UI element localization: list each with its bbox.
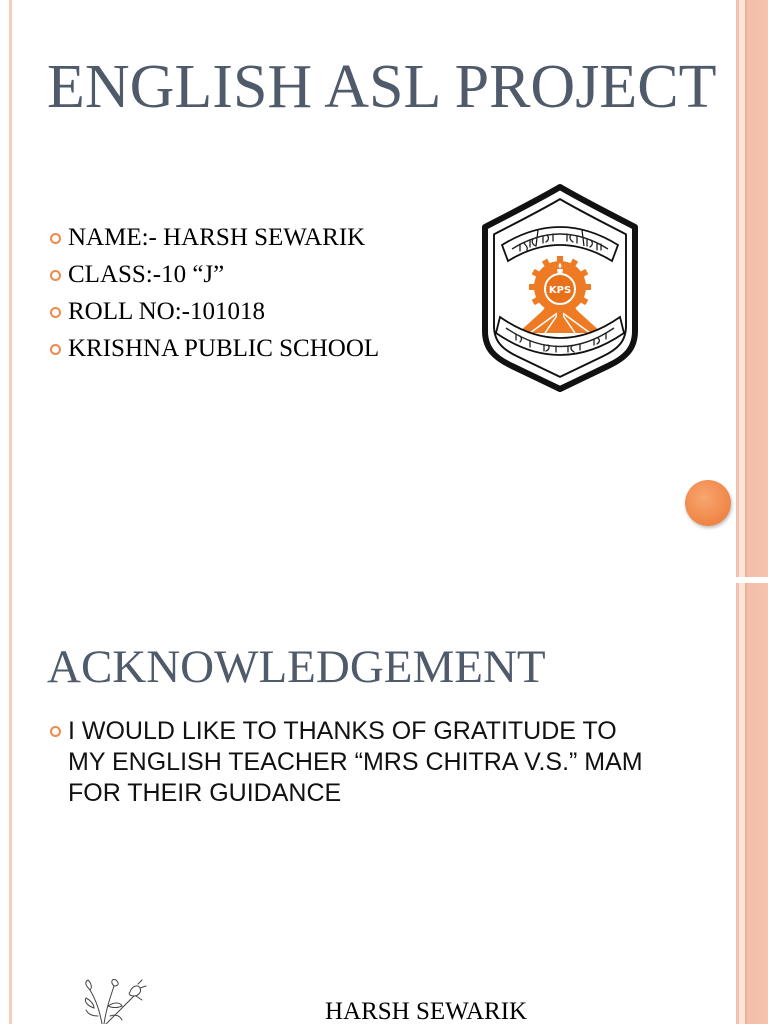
acknowledgement-text: I WOULD LIKE TO THANKS OF GRATITUDE TO MY ENGLISH TEACHER “MRS CHITRA V.S.” MAM FOR THEIR GUIDANCE <box>68 717 643 807</box>
slide-title: ENGLISH ASL PROJECT <box>47 53 717 121</box>
bullet-circle-icon <box>50 270 61 281</box>
school-crest-image <box>480 183 640 393</box>
list-item <box>68 219 379 256</box>
bullet-circle-icon <box>50 344 61 355</box>
acknowledgement-list <box>68 716 656 809</box>
right-decorative-band <box>736 0 768 1024</box>
crest-initials: KPS <box>548 285 572 296</box>
roll-number: ROLL NO:-101018 <box>68 298 265 325</box>
bullet-circle-icon <box>50 233 61 244</box>
bullet-circle-icon <box>50 307 61 318</box>
student-name: NAME:- HARSH SEWARIK <box>68 224 366 251</box>
decorative-orange-circle <box>685 480 731 526</box>
list-item <box>68 256 379 293</box>
left-border-line <box>9 0 12 1024</box>
plant-sketch-image <box>80 978 152 1024</box>
section-title: ACKNOWLEDGEMENT <box>47 641 546 693</box>
student-details-list <box>68 219 379 367</box>
slide-divider <box>736 577 768 583</box>
list-item <box>68 330 379 367</box>
list-item <box>68 293 379 330</box>
student-class: CLASS:-10 “J” <box>68 261 225 288</box>
school-name: KRISHNA PUBLIC SCHOOL <box>68 335 380 362</box>
list-item <box>68 716 656 809</box>
bullet-circle-icon <box>50 726 61 737</box>
signature-name: HARSH SEWARIK <box>325 998 528 1024</box>
school-logo <box>480 183 640 393</box>
